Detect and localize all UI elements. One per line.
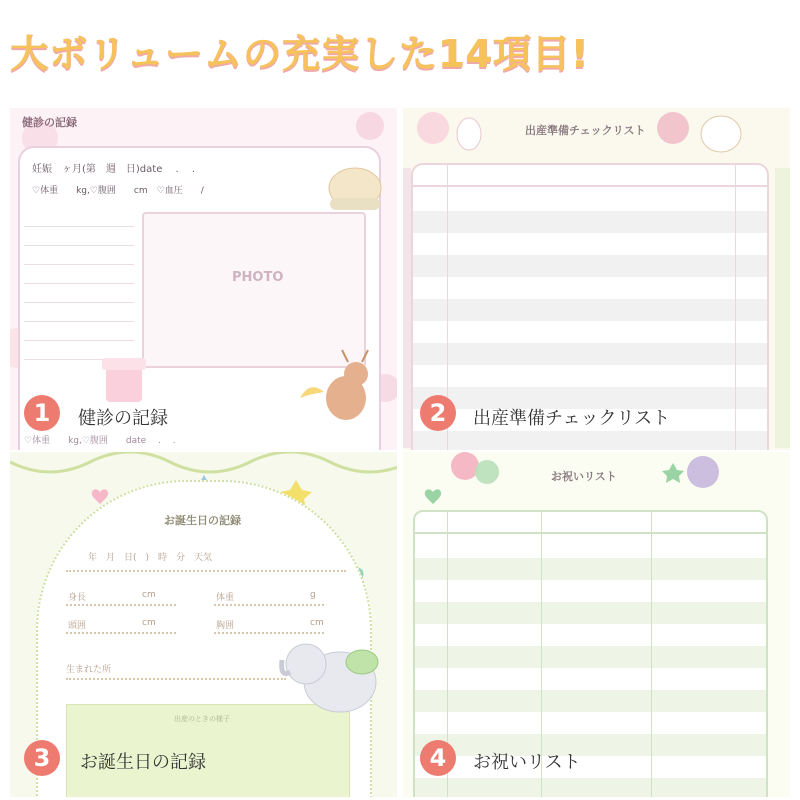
field-height-label: 身長: [68, 593, 87, 603]
number-badge-4: 4: [420, 740, 456, 776]
overlap-fragment: ♡体重 kg,♡腹囲 date . .: [24, 436, 176, 446]
panel-label-4: お祝いリスト: [473, 752, 581, 773]
elephant-illustration: [10, 452, 397, 797]
headline: 大ボリュームの充実した14項目!: [10, 32, 590, 76]
pregnancy-date-line: 妊娠 ヶ月(第 週 日)date . .: [32, 164, 196, 175]
panel-label-3: お誕生日の記録: [80, 752, 206, 773]
number-badge-2: 2: [420, 395, 456, 431]
panel-birthday-record: [10, 452, 397, 797]
celebration-table: [413, 510, 768, 797]
field-chest-label: 胸囲: [216, 621, 235, 631]
panel-label-2: 出産準備チェックリスト: [473, 408, 671, 429]
birth-date-line: 年 月 日( ) 時 分 天気: [88, 553, 213, 563]
photo-title: PHOTO: [232, 270, 284, 285]
panel-title: お祝いリスト: [551, 470, 617, 483]
panel-label-1: 健診の記録: [78, 408, 168, 429]
panel-checkup-record: [10, 108, 397, 450]
celebration-rows: [415, 536, 766, 797]
panel-celebration-list: [403, 452, 790, 797]
field-weight-unit: g: [310, 590, 316, 600]
number-badge-1: 1: [24, 395, 60, 431]
character-illustrations: [10, 108, 397, 450]
field-head-unit: cm: [142, 618, 156, 628]
panel-title: 出産準備チェックリスト: [525, 124, 646, 137]
column-divider: [651, 512, 652, 797]
panel-prep-checklist: [403, 108, 790, 450]
field-height-unit: cm: [142, 590, 156, 600]
table-header: [413, 165, 767, 187]
column-divider: [735, 165, 736, 450]
panel-title: お誕生日の記録: [164, 514, 241, 527]
field-chest-unit: cm: [310, 618, 324, 628]
panel-title: 健診の記録: [22, 116, 77, 129]
field-head-label: 頭囲: [68, 621, 87, 631]
weight-waist-bp-line: ♡体重 kg,♡腹囲 cm ♡血圧 /: [32, 186, 204, 196]
birth-story-title: 出産のときの様子: [174, 715, 230, 723]
number-badge-3: 3: [24, 740, 60, 776]
field-weight-label: 体重: [216, 593, 235, 603]
table-header: [415, 512, 766, 534]
birthplace-label: 生まれた所: [66, 665, 112, 675]
